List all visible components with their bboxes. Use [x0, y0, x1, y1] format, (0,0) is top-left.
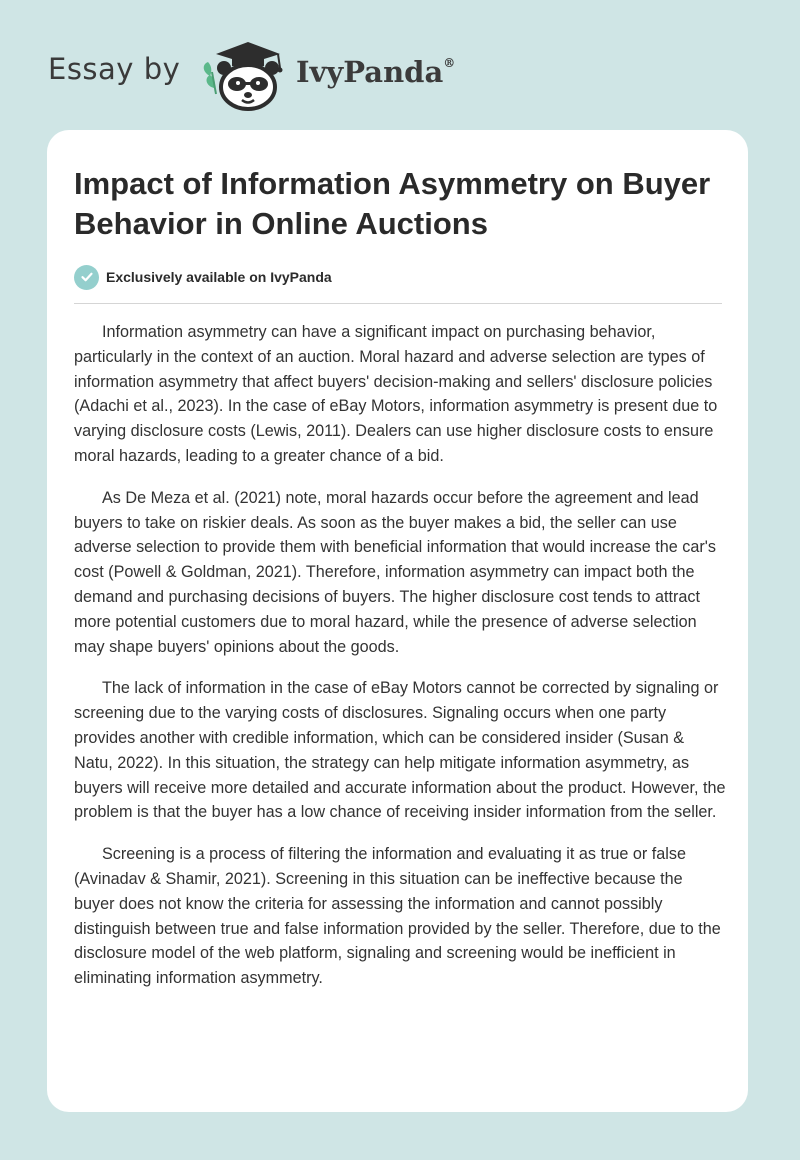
- registered-mark: ®: [443, 56, 456, 71]
- site-header: [0, 0, 800, 130]
- check-icon: [74, 265, 99, 290]
- brand-logo[interactable]: [296, 55, 455, 89]
- divider: [74, 303, 722, 304]
- essay-by-label: Essay by: [48, 52, 181, 86]
- exclusive-badge: [74, 264, 332, 290]
- paragraph: The lack of information in the case of eBay Motors cannot be corrected by signaling or screening due to the varying costs of disclosures. Signaling occurs when one party provides another with credible information, which can be considered insider (Susan & Natu, 2022). In this situation, the strategy can help mitigate information asymmetry, as buyers will receive more detailed and accurate information about the product. However, the problem is that the buyer has a low chance of receiving insider information from the seller.: [74, 679, 726, 822]
- brand-name: IvyPanda: [296, 55, 444, 89]
- leaf-icon: [204, 62, 216, 94]
- panda-graduate-icon[interactable]: [198, 32, 294, 112]
- article-body: [74, 320, 726, 1008]
- paragraph: Information asymmetry can have a significant impact on purchasing behavior, particularly in the context of an auction. Moral hazard and adverse selection are types of information asymmetry that affect buyers' decision-making and sellers' disclosure policies (Adachi et al., 2023). In the case of eBay Motors, information asymmetry is present due to varying disclosure costs (Lewis, 2011). Dealers can use higher disclosure costs to ensure moral hazards, leading to a greater chance of a bid.: [74, 323, 718, 465]
- paragraph: Screening is a process of filtering the information and evaluating it as true or false (Avinadav & Shamir, 2021). Screening in this situation can be ineffective because the buyer does not know the criteria for assessing the information and cannot possibly distinguish between true and false information provided by the seller. Therefore, due to the disclosure model of the web platform, signaling and screening would be inefficient in eliminating information asymmetry.: [74, 845, 721, 988]
- article-title: Impact of Information Asymmetry on Buyer Behavior in Online Auctions: [74, 166, 711, 241]
- article-card: [47, 130, 748, 1112]
- paragraph: As De Meza et al. (2021) note, moral hazards occur before the agreement and lead buyers to take on riskier deals. As soon as the buyer makes a bid, the seller can use adverse selection to provide them with beneficial information that would increase the car's cost (Powell & Goldman, 2021). Therefore, information asymmetry can impact both the demand and purchasing decisions of buyers. The higher disclosure cost tends to attract more potential customers due to moral hazard, while the presence of adverse selection may shape buyers' opinions about the goods.: [74, 488, 716, 656]
- exclusive-badge-label: Exclusively available on IvyPanda: [106, 269, 332, 285]
